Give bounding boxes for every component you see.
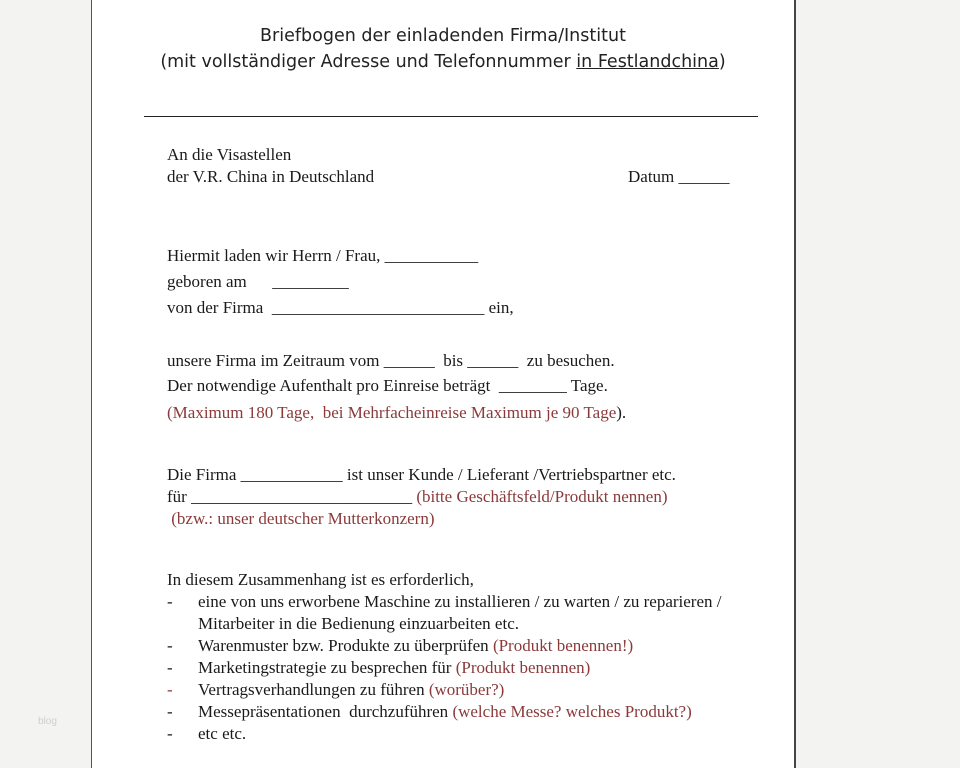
letterhead-subtitle-underlined: in Festlandchina xyxy=(576,52,719,72)
recipient-line-2: der V.R. China in Deutschland xyxy=(167,167,375,186)
invitation-line-3: von der Firma _________________________ ein, xyxy=(167,298,514,317)
period-line-3-end: ). xyxy=(616,403,627,422)
company-for: für __________________________ xyxy=(167,487,417,506)
period-line-1: unsere Firma im Zeitraum vom ______ bis ______ zu besuchen. xyxy=(167,351,615,370)
period-line-3 xyxy=(167,403,626,423)
right-margin xyxy=(794,0,960,768)
list-item-4 xyxy=(198,680,504,700)
invitation-line-1: Hiermit laden wir Herrn / Frau, ___________ xyxy=(167,246,479,265)
list-item-5-text: Messepräsentationen durchzuführen xyxy=(198,702,453,721)
letter-page xyxy=(91,0,796,768)
left-margin xyxy=(0,0,91,768)
date-field: Datum ______ xyxy=(628,167,730,186)
list-item-1-line-2: Mitarbeiter in die Bedienung einzuarbeiten etc. xyxy=(198,614,519,633)
company-parent-note: (bzw.: unser deutscher Mutterkonzern) xyxy=(167,509,435,528)
invitation-line-2: geboren am _________ xyxy=(167,272,349,291)
watermark: blog xyxy=(38,716,57,727)
list-dash-4: - xyxy=(167,680,173,699)
list-item-2 xyxy=(198,636,633,656)
list-item-3-text: Marketingstrategie zu besprechen für xyxy=(198,658,456,677)
header-rule xyxy=(144,116,758,117)
list-item-4-text: Vertragsverhandlungen zu führen xyxy=(198,680,429,699)
list-item-2-note: (Produkt benennen!) xyxy=(492,636,634,655)
period-max-note: (Maximum 180 Tage, bei Mehrfacheinreise Maximum je 90 Tage xyxy=(167,403,617,422)
company-line-2 xyxy=(167,487,667,507)
list-dash-6: - xyxy=(167,724,173,743)
company-line-1: Die Firma ____________ ist unser Kunde / Lieferant /Vertriebspartner etc. xyxy=(167,465,676,484)
letterhead-title: Briefbogen der einladenden Firma/Institut xyxy=(260,26,626,46)
list-item-2-text: Warenmuster bzw. Produkte zu überprüfen xyxy=(198,636,493,655)
list-item-3 xyxy=(198,658,590,678)
list-item-6: etc etc. xyxy=(198,724,247,743)
letterhead-subtitle-pre: (mit vollständiger Adresse und Telefonnummer xyxy=(160,52,577,72)
letterhead-subtitle-post: ) xyxy=(718,52,726,72)
letterhead-subtitle xyxy=(92,52,794,72)
context-intro: In diesem Zusammenhang ist es erforderlich, xyxy=(167,570,474,589)
list-item-3-note: (Produkt benennen) xyxy=(455,658,591,677)
list-item-4-note: (worüber?) xyxy=(428,680,505,699)
list-item-5 xyxy=(198,702,692,722)
list-item-5-note: (welche Messe? welches Produkt?) xyxy=(452,702,692,721)
recipient-line-1: An die Visastellen xyxy=(167,145,292,164)
period-line-2: Der notwendige Aufenthalt pro Einreise beträgt ________ Tage. xyxy=(167,376,608,395)
list-dash-1: - xyxy=(167,592,173,611)
list-dash-2: - xyxy=(167,636,173,655)
list-dash-3: - xyxy=(167,658,173,677)
list-item-1-line-1: eine von uns erworbene Maschine zu installieren / zu warten / zu reparieren / xyxy=(198,592,722,611)
list-dash-5: - xyxy=(167,702,173,721)
company-business-note: (bitte Geschäftsfeld/Produkt nennen) xyxy=(416,487,668,506)
